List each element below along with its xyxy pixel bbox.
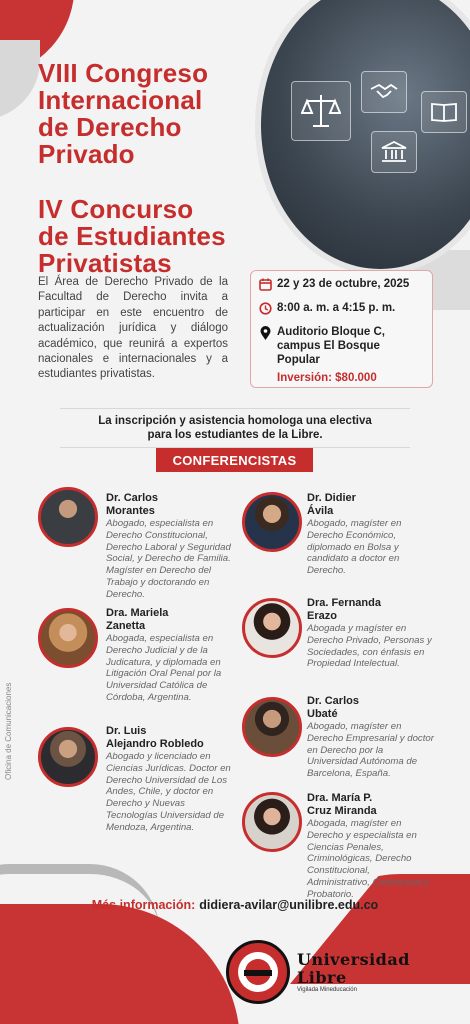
speaker-name: Dr. Carlos Morantes: [106, 492, 158, 517]
intro-paragraph: El Área de Derecho Privado de la Facultad de Derecho invita a participar en este encuentro de actualización jurídica y diálogo académico, que reunirá a expertos nacionales e internacionales y a estudiantes privatistas.: [38, 276, 228, 381]
speaker-card: [106, 725, 234, 834]
speaker-card: [307, 695, 435, 780]
speaker-photo: [242, 697, 302, 757]
speaker-card: [307, 792, 435, 901]
speaker-bio: Abogada y magíster en Derecho Privado, Personas y Sociedades, con énfasis en Propiedad Intelectual.: [307, 623, 432, 670]
book-icon: [421, 91, 467, 133]
title-line: Privado: [38, 139, 135, 169]
title-line: de Derecho: [38, 112, 182, 142]
calendar-icon: [259, 278, 273, 296]
location-pin-icon: [259, 326, 273, 346]
speaker-photo: [38, 608, 98, 668]
speaker-name: Dr. Luis Alejandro Robledo: [106, 725, 204, 750]
brand-line2: Libre: [297, 968, 347, 987]
brand-line1: Universidad: [297, 950, 410, 969]
speaker-card: [106, 492, 234, 601]
elective-notice: [60, 408, 410, 448]
contact-label: Más información:: [91, 898, 196, 912]
investment-price: Inversión: $80.000: [277, 372, 377, 384]
speaker-bio: Abogado, magíster en Derecho Empresarial y doctor en Derecho por la Universidad Autónoma de Barcelona, España.: [307, 721, 434, 780]
location-line: campus El Bosque Popular: [277, 340, 380, 366]
speakers-heading: CONFERENCISTAS: [156, 448, 313, 472]
event-location: [277, 325, 424, 367]
brand-tagline: Vigilada Mineducación: [297, 987, 357, 993]
speaker-photo: [242, 492, 302, 552]
subtitle-line: Privatistas: [38, 248, 172, 278]
decorative-corner-bottom-left: [0, 904, 240, 1024]
notice-line: La inscripción y asistencia homologa una electiva: [98, 415, 372, 427]
speaker-name: Dra. María P. Cruz Miranda: [307, 792, 377, 817]
title-line: Internacional: [38, 85, 203, 115]
contact-email-link[interactable]: didiera-avilar@unilibre.edu.co: [199, 898, 379, 912]
speaker-bio: Abogada, magíster en Derecho y especialista en Ciencias Penales, Criminológicas, Derecho Constitucional, Administrativo, Contractual y Probatorio.: [307, 818, 430, 900]
speaker-photo: [242, 598, 302, 658]
speaker-card: [307, 597, 435, 670]
courthouse-icon: [371, 131, 417, 173]
communications-office-label: [4, 680, 24, 800]
university-seal-logo: [226, 940, 290, 1004]
speaker-name: Dr. Didier Ávila: [307, 492, 356, 517]
speaker-name: Dra. Fernanda Erazo: [307, 597, 381, 622]
hero-image: [255, 0, 470, 275]
handshake-icon: [361, 71, 407, 113]
subtitle-line: IV Concurso: [38, 194, 194, 224]
notice-line: para los estudiantes de la Libre.: [147, 429, 323, 441]
location-line: Auditorio Bloque C,: [277, 326, 385, 338]
speaker-bio: Abogada, especialista en Derecho Judicial y de la Judicatura, y diplomada en Litigación Oral Penal por la Universidad Católica de Córdoba, Argentina.: [106, 633, 222, 703]
speaker-photo: [38, 727, 98, 787]
event-time: 8:00 a. m. a 4:15 p. m.: [277, 302, 396, 314]
time-row: [259, 301, 424, 320]
speaker-photo: [242, 792, 302, 852]
congress-title: [38, 60, 208, 168]
speaker-card: [307, 492, 435, 577]
speaker-card: [106, 607, 234, 704]
speaker-bio: Abogado y licenciado en Ciencias Jurídicas. Doctor en Derecho Universidad de Los Andes, Chile, y doctor en Derecho y Nuevas Tecnologías Universidad de Mendoza, Argentina.: [106, 751, 231, 833]
decorative-shape-grey: [0, 40, 40, 120]
university-brand: [297, 951, 410, 993]
event-date: 22 y 23 de octubre, 2025: [277, 278, 410, 290]
date-row: [259, 277, 424, 296]
location-row: [259, 325, 424, 367]
speaker-bio: Abogado, especialista en Derecho Constitucional, Derecho Laboral y Seguridad Social, y Derecho de Familia. Magíster en Derecho del Trabajo y doctorando en Derecho.: [106, 518, 231, 600]
speaker-name: Dra. Mariela Zanetta: [106, 607, 169, 632]
subtitle-line: de Estudiantes: [38, 221, 226, 251]
speaker-bio: Abogado, magíster en Derecho Económico, diplomado en Bolsa y candidato a doctor en Derecho.: [307, 518, 402, 577]
contest-title: [38, 196, 226, 277]
contact-line: [0, 898, 470, 912]
clock-icon: [259, 302, 273, 320]
side-label-text: Oficina de Comunicaciones: [4, 682, 13, 780]
event-info-box: [250, 270, 433, 388]
scales-of-justice-icon: [291, 81, 351, 141]
title-line: VIII Congreso: [38, 58, 209, 88]
speaker-name: Dr. Carlos Ubaté: [307, 695, 359, 720]
speaker-photo: [38, 487, 98, 547]
